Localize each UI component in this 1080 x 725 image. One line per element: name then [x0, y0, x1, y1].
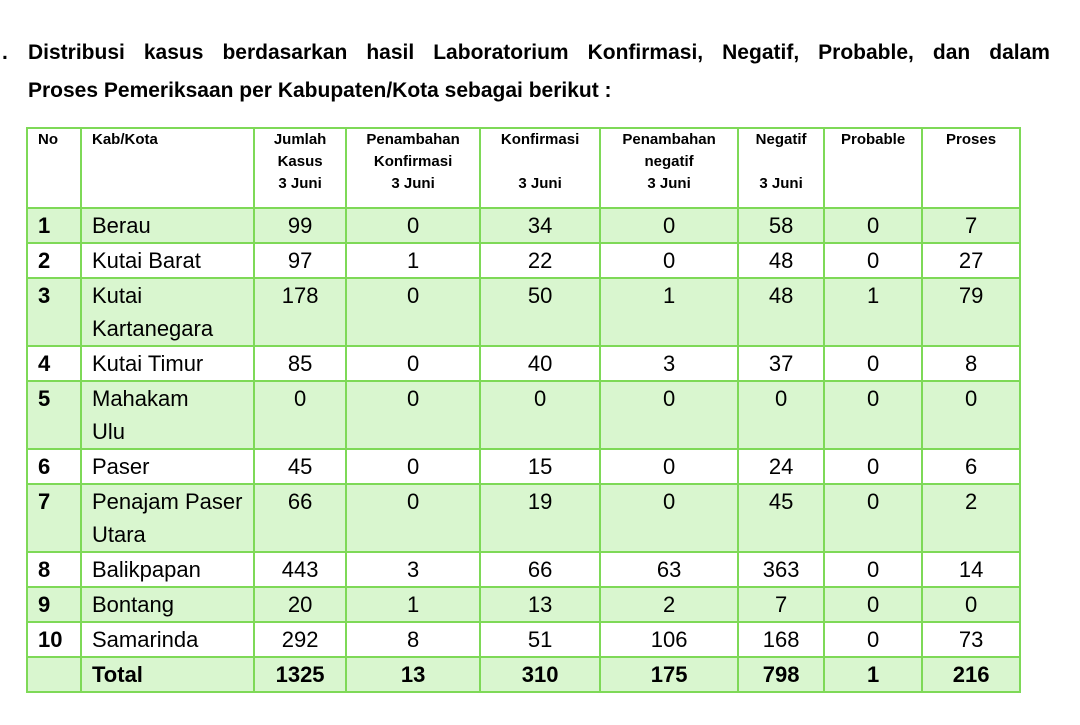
table-row: 3 Kutai Kartanegara 178 0 50 1 48 1 79	[27, 278, 1020, 346]
table-row: 2 Kutai Barat 97 1 22 0 48 0 27	[27, 243, 1020, 278]
header-no: No	[27, 128, 81, 208]
table-row: 7 Penajam Paser Utara 66 0 19 0 45 0 2	[27, 484, 1020, 552]
header-penambahan-negatif: Penambahan negatif 3 Juni	[600, 128, 738, 208]
table-row: 10 Samarinda 292 8 51 106 168 0 73	[27, 622, 1020, 657]
table-total-row: Total 1325 13 310 175 798 1 216	[27, 657, 1020, 692]
table-row: 5 Mahakam Ulu 0 0 0 0 0 0 0	[27, 381, 1020, 449]
heading-line-2: Proses Pemeriksaan per Kabupaten/Kota sebagai berikut :	[28, 79, 612, 102]
table-row: 8 Balikpapan 443 3 66 63 363 0 14	[27, 552, 1020, 587]
table-row: 1 Berau 99 0 34 0 58 0 7	[27, 208, 1020, 243]
header-proses: Proses	[922, 128, 1020, 208]
header-jumlah-kasus: Jumlah Kasus 3 Juni	[254, 128, 346, 208]
header-kab-kota: Kab/Kota	[81, 128, 254, 208]
table-row: 6 Paser 45 0 15 0 24 0 6	[27, 449, 1020, 484]
table-row: 9 Bontang 20 1 13 2 7 0 0	[27, 587, 1020, 622]
table-row: 4 Kutai Timur 85 0 40 3 37 0 8	[27, 346, 1020, 381]
header-negatif: Negatif 3 Juni	[738, 128, 824, 208]
heading-line-1: Distribusi kasus berdasarkan hasil Laboratorium Konfirmasi, Negatif, Probable, dan dalam	[28, 41, 1050, 64]
list-bullet: .	[2, 41, 8, 64]
distribution-table	[26, 127, 1021, 693]
header-konfirmasi: Konfirmasi 3 Juni	[480, 128, 600, 208]
header-penambahan-konfirmasi: Penambahan Konfirmasi 3 Juni	[346, 128, 480, 208]
table-header-row	[27, 128, 1020, 208]
header-probable: Probable	[824, 128, 922, 208]
